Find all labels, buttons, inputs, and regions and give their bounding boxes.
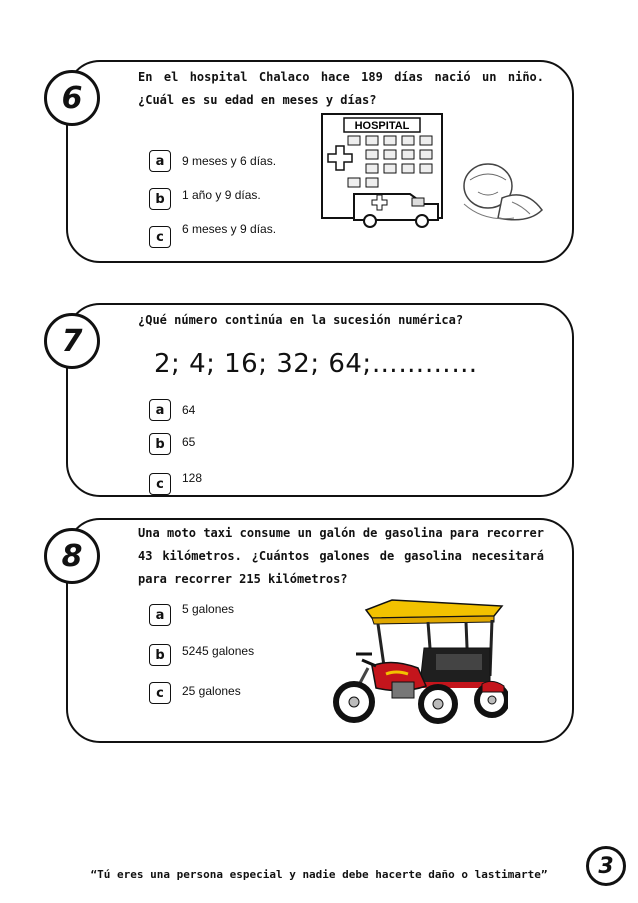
option-a-box[interactable]: a (149, 399, 171, 421)
option-a-text: 5 galones (182, 602, 235, 616)
question-6-card (61, 60, 574, 263)
option-b-box[interactable]: b (149, 644, 171, 666)
ambulance-icon (350, 188, 446, 228)
question-number-7: 7 (44, 313, 100, 369)
option-c-text: 128 (182, 471, 203, 485)
option-a-text: 64 (182, 403, 196, 417)
question-8-card (61, 518, 574, 743)
option-b-text: 1 año y 9 días. (182, 188, 261, 202)
option-b-text: 65 (182, 435, 196, 449)
question-number-8: 8 (44, 528, 100, 584)
option-c-text: 25 galones (182, 684, 241, 698)
question-7-card (61, 303, 574, 497)
mototaxi-icon (332, 596, 508, 726)
option-c-box[interactable]: c (149, 682, 171, 704)
option-a-text: 9 meses y 6 días. (182, 154, 277, 168)
question-7-text: ¿Qué número continúa en la sucesión numérica? (138, 313, 464, 327)
page-number: 3 (586, 846, 626, 886)
option-a-box[interactable]: a (149, 604, 171, 626)
option-c-box[interactable]: c (149, 226, 171, 248)
option-b-box[interactable]: b (149, 433, 171, 455)
option-b-box[interactable]: b (149, 188, 171, 210)
baby-icon (456, 158, 548, 226)
svg-text:HOSPITAL: HOSPITAL (354, 120, 410, 132)
question-number-6: 6 (44, 70, 100, 126)
question-8-text: Una moto taxi consume un galón de gasolina para recorrer 43 kilómetros. ¿Cuántos galones de gasolina necesitará para recorrer 215 kilómetros? (138, 526, 544, 586)
question-6-text: En el hospital Chalaco hace 189 días nació un niño. ¿Cuál es su edad en meses y días? (138, 70, 544, 107)
number-sequence: 2; 4; 16; 32; 64;………… (154, 349, 478, 379)
option-c-text: 6 meses y 9 días. (182, 222, 277, 236)
option-c-box[interactable]: c (149, 473, 171, 495)
footer-quote: “Tú eres una persona especial y nadie debe hacerte daño o lastimarte” (90, 868, 548, 881)
option-a-box[interactable]: a (149, 150, 171, 172)
option-b-text: 5245 galones (182, 644, 255, 658)
